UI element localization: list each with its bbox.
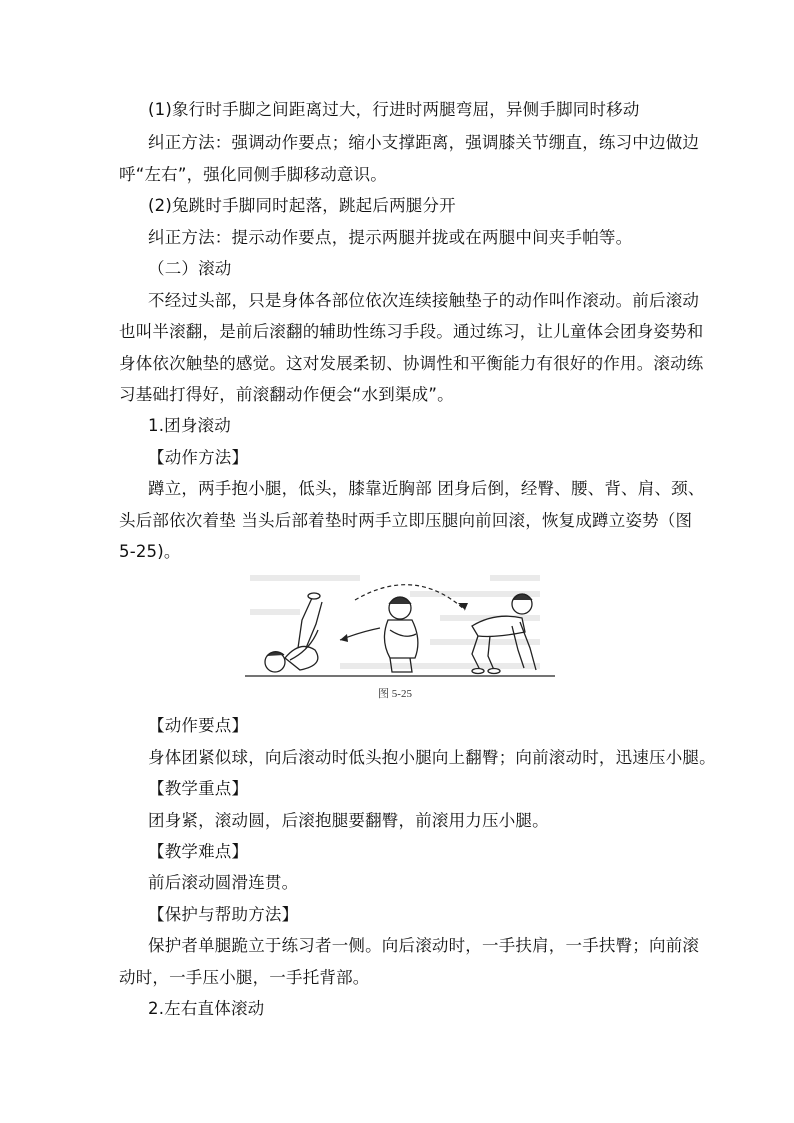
paragraph-line: 动时，一手压小腿，一手托背部。 — [119, 968, 370, 987]
paragraph-line: 前后滚动圆滑连贯。 — [148, 873, 299, 892]
paragraph-line: 纠正方法：强调动作要点；缩小支撑距离，强调膝关节绷直，练习中边做边 — [148, 133, 700, 152]
paragraph-line: 5-25)。 — [119, 542, 181, 561]
section-heading: （二）滚动 — [148, 259, 232, 278]
paragraph-line: 团身紧，滚动圆，后滚抱腿要翻臀，前滚用力压小腿。 — [148, 811, 549, 830]
paragraph-line: 蹲立，两手抱小腿，低头，膝靠近胸部 团身后倒，经臀、腰、背、肩、颈、 — [148, 479, 705, 498]
paragraph-line: (2)兔跳时手脚同时起落，跳起后两腿分开 — [148, 196, 456, 215]
paragraph-line: 习基础打得好，前滚翻动作便会“水到渠成”。 — [119, 385, 454, 404]
bracket-heading: 【动作方法】 — [148, 448, 249, 467]
bracket-heading: 【教学难点】 — [148, 842, 249, 861]
bracket-heading: 【保护与帮助方法】 — [148, 905, 299, 924]
bracket-heading: 【教学重点】 — [148, 779, 249, 798]
subsection-heading: 1.团身滚动 — [148, 416, 231, 435]
subsection-heading: 2.左右直体滚动 — [148, 999, 265, 1018]
paragraph-line: (1)象行时手脚之间距离过大，行进时两腿弯屈，异侧手脚同时移动 — [148, 100, 640, 119]
paragraph-line: 呼“左右”，强化同侧手脚移动意识。 — [119, 165, 387, 184]
paragraph-line: 身体依次触垫的感觉。这对发展柔韧、协调性和平衡能力有很好的作用。滚动练 — [119, 354, 704, 373]
bracket-heading: 【动作要点】 — [148, 716, 249, 735]
paragraph-line: 纠正方法：提示动作要点，提示两腿并拢或在两腿中间夹手帕等。 — [148, 228, 633, 247]
paragraph-line: 身体团紧似球，向后滚动时低头抱小腿向上翻臀；向前滚动时，迅速压小腿。 — [148, 748, 716, 767]
paragraph-line: 头后部依次着垫 当头后部着垫时两手立即压腿向前回滚，恢复成蹲立姿势（图 — [119, 511, 693, 530]
paragraph-line: 保护者单腿跪立于练习者一侧。向后滚动时，一手扶肩，一手扶臀；向前滚 — [148, 936, 700, 955]
paragraph-line: 不经过头部，只是身体各部位依次连续接触垫子的动作叫作滚动。前后滚动 — [148, 291, 700, 310]
figure-rolling — [240, 570, 560, 710]
paragraph-line: 也叫半滚翻，是前后滚翻的辅助性练习手段。通过练习，让儿童体会团身姿势和 — [119, 322, 704, 341]
figure-caption: 图 5-25 — [378, 688, 412, 700]
